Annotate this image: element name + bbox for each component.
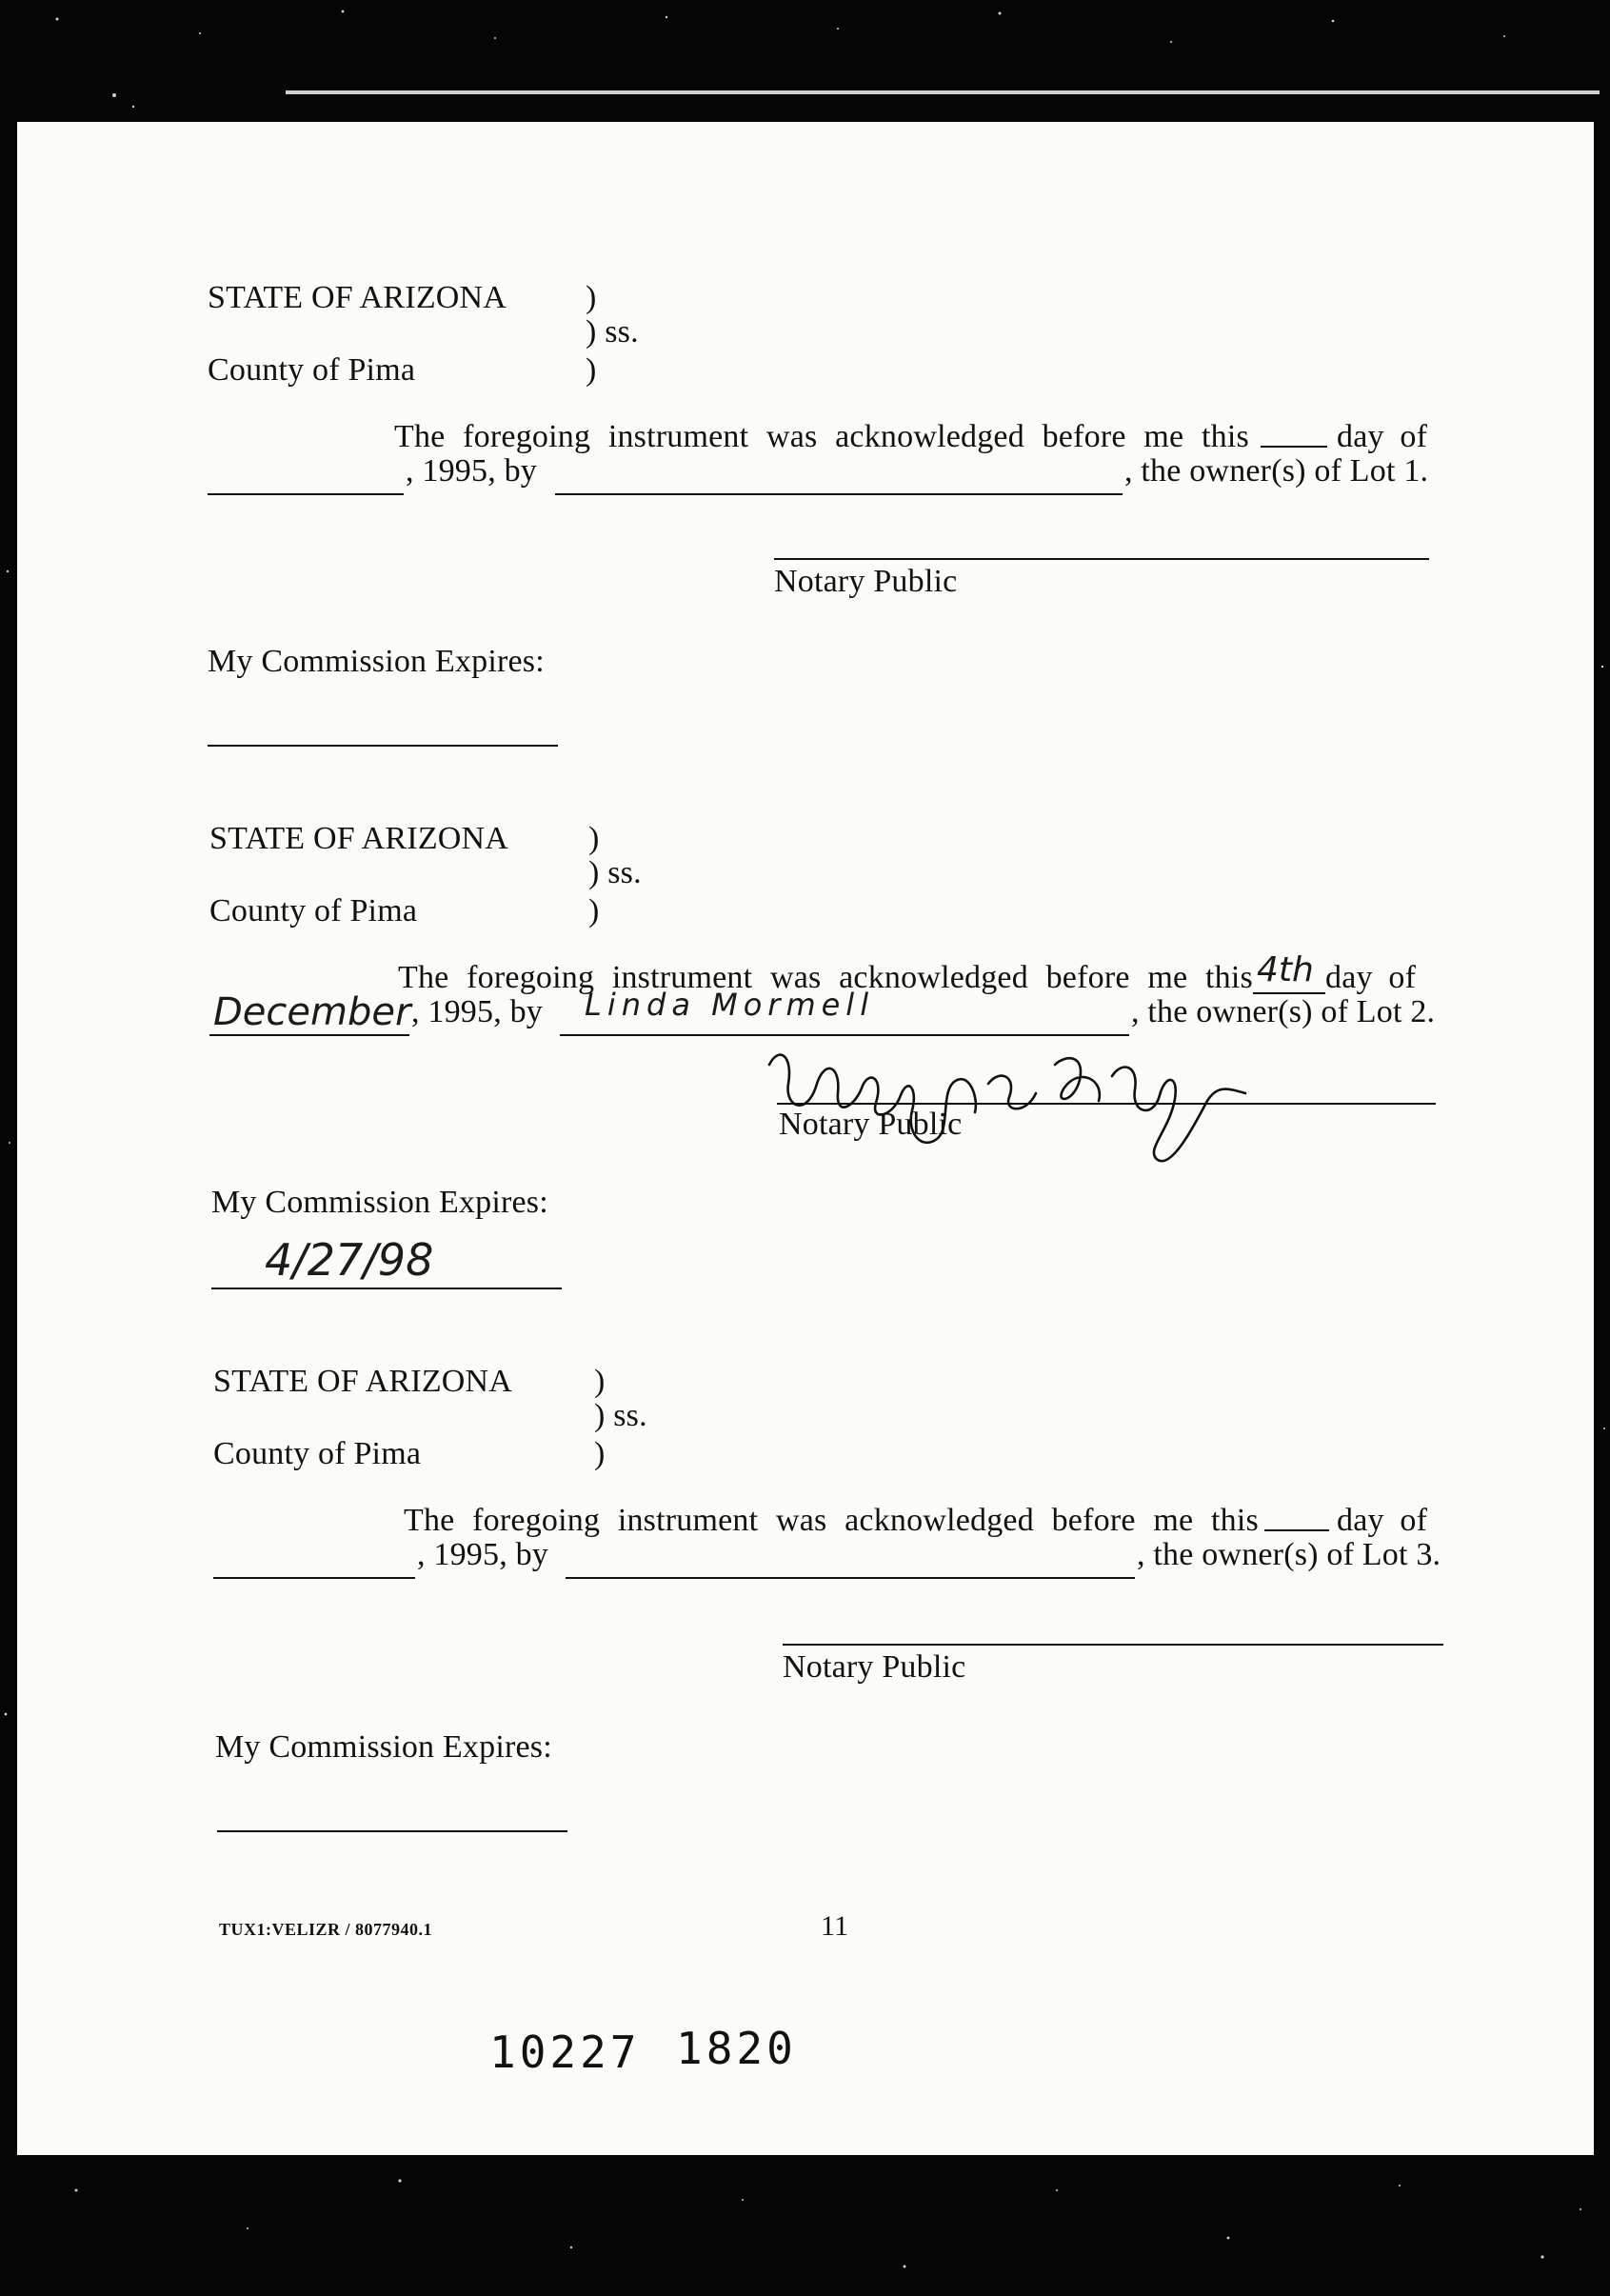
notary-signature-line [783, 1644, 1443, 1646]
acknowledgement-sentence: The foregoing instrument was acknowledged before me this [404, 1503, 1259, 1538]
commission-date-blank [217, 1830, 567, 1832]
bracket-close: ) [586, 352, 597, 388]
stamp-number-left: 10227 [489, 2026, 641, 2078]
handwritten-expiry-date: 4/27/98 [265, 1234, 434, 1286]
handwritten-owner-name: Linda Mormell [585, 987, 875, 1023]
notary-signature-line [774, 558, 1429, 560]
acknowledgement-sentence: The foregoing instrument was acknowledged before me this [398, 960, 1253, 995]
document-page [17, 122, 1594, 2155]
bracket-open: ) [594, 1364, 606, 1399]
day-of-label: day of [1337, 419, 1428, 454]
handwritten-month: December [213, 990, 411, 1034]
bracket-open: ) [586, 280, 597, 315]
acknowledgement-sentence: The foregoing instrument was acknowledged before me this [394, 419, 1249, 454]
bracket-open: ) [588, 821, 600, 856]
day-of-label: day of [1337, 1503, 1428, 1538]
county-label: County of Pima [213, 1436, 422, 1471]
day-blank [1264, 1529, 1329, 1531]
owner-name-blank [566, 1577, 1135, 1579]
commission-date-blank [211, 1288, 562, 1289]
day-of-label: day of [1325, 960, 1417, 995]
ss-label: ) ss. [588, 855, 642, 890]
county-label: County of Pima [209, 893, 418, 928]
month-blank [213, 1577, 415, 1579]
year-by-label: , 1995, by [406, 453, 537, 489]
owner-lot-label: , the owner(s) of Lot 3. [1137, 1537, 1441, 1572]
stamp-number-right: 1820 [676, 2023, 797, 2074]
ss-label: ) ss. [586, 314, 639, 349]
commission-expires-label: My Commission Expires: [208, 644, 545, 679]
owner-name-blank [555, 493, 1123, 495]
document-id: TUX1:VELIZR / 8077940.1 [219, 1920, 433, 1939]
commission-date-blank [208, 745, 558, 747]
handwritten-day: 4th [1257, 950, 1314, 989]
month-blank [208, 493, 404, 495]
notary-public-label: Notary Public [779, 1107, 963, 1142]
county-label: County of Pima [208, 352, 416, 388]
owner-lot-label: , the owner(s) of Lot 2. [1131, 994, 1436, 1029]
ss-label: ) ss. [594, 1398, 647, 1433]
commission-expires-label: My Commission Expires: [215, 1729, 552, 1765]
page-number: 11 [821, 1910, 849, 1942]
notary-public-label: Notary Public [774, 564, 958, 599]
notary-signature [750, 1027, 1283, 1174]
bracket-close: ) [588, 893, 600, 928]
notary-public-label: Notary Public [783, 1649, 966, 1685]
state-label: STATE OF ARIZONA [213, 1364, 513, 1399]
state-label: STATE OF ARIZONA [208, 280, 507, 315]
bracket-close: ) [594, 1436, 606, 1471]
year-by-label: , 1995, by [411, 994, 543, 1029]
month-blank [209, 1034, 409, 1036]
day-blank [1261, 446, 1327, 448]
state-label: STATE OF ARIZONA [209, 821, 509, 856]
year-by-label: , 1995, by [417, 1537, 548, 1572]
owner-lot-label: , the owner(s) of Lot 1. [1124, 453, 1429, 489]
commission-expires-label: My Commission Expires: [211, 1185, 548, 1220]
